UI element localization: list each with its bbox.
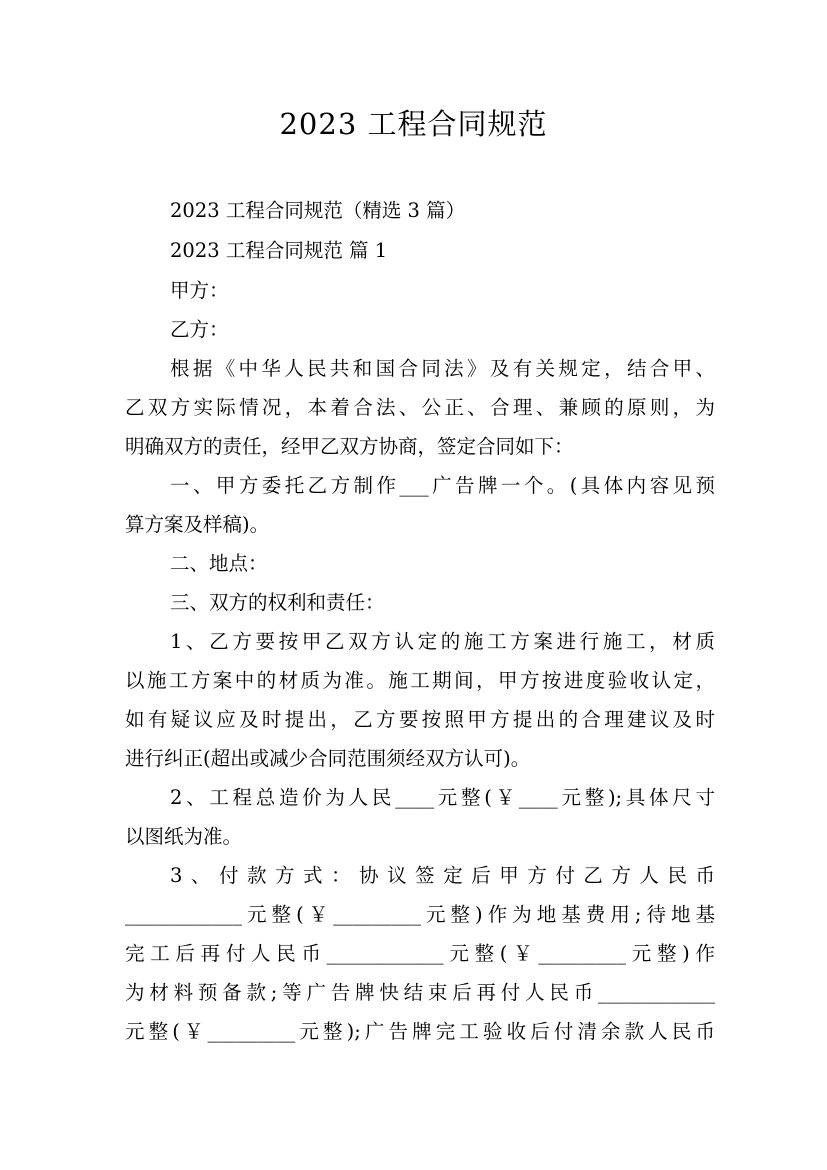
paragraph-line: ____________元整(￥_________元整)作为地基费用;待地基: [125, 903, 715, 926]
paragraph-line: 以施工方案中的材质为准。施工期间，甲方按进度验收认定，: [125, 669, 715, 692]
paragraph-line: 根据《中华人民共和国合同法》及有关规定，结合甲、: [170, 357, 715, 380]
paragraph-line: 完工后再付人民币____________元整(￥_________元整)作: [125, 942, 715, 965]
paragraph-line: 一、甲方委托乙方制作___广告牌一个。(具体内容见预: [170, 474, 715, 497]
subtitle-line: 2023 工程合同规范（精选 3 篇）: [170, 199, 466, 222]
clause-heading: 三、双方的权利和责任：: [170, 591, 385, 614]
party-b-line: 乙方：: [170, 318, 229, 341]
paragraph-line: 2、工程总造价为人民____元整(￥____元整);具体尺寸: [170, 786, 715, 809]
paragraph-line: 以图纸为准。: [125, 825, 243, 848]
paragraph-line: 元整(￥_________元整);广告牌完工验收后付清余款人民币: [125, 1020, 715, 1043]
paragraph-line: 1、乙方要按甲乙双方认定的施工方案进行施工，材质: [170, 630, 715, 653]
paragraph-line: 明确双方的责任，经甲乙双方协商，签定合同如下：: [125, 435, 574, 458]
party-a-line: 甲方：: [170, 279, 229, 302]
paragraph-line: 乙双方实际情况，本着合法、公正、合理、兼顾的原则，为: [125, 396, 715, 419]
document-title: 2023 工程合同规范: [279, 107, 548, 141]
paragraph-line: 3、付款方式：协议签定后甲方付乙方人民币: [170, 864, 715, 887]
paragraph-line: 进行纠正(超出或减少合同范围须经双方认可)。: [125, 747, 531, 770]
section-heading: 2023 工程合同规范 篇 1: [170, 239, 388, 262]
clause-heading: 二、地点：: [170, 552, 268, 575]
paragraph-line: 算方案及样稿)。: [125, 513, 270, 536]
paragraph-line: 如有疑议应及时提出，乙方要按照甲方提出的合理建议及时: [125, 708, 715, 731]
paragraph-line: 为材料预备款;等广告牌快结束后再付人民币____________: [125, 981, 715, 1004]
